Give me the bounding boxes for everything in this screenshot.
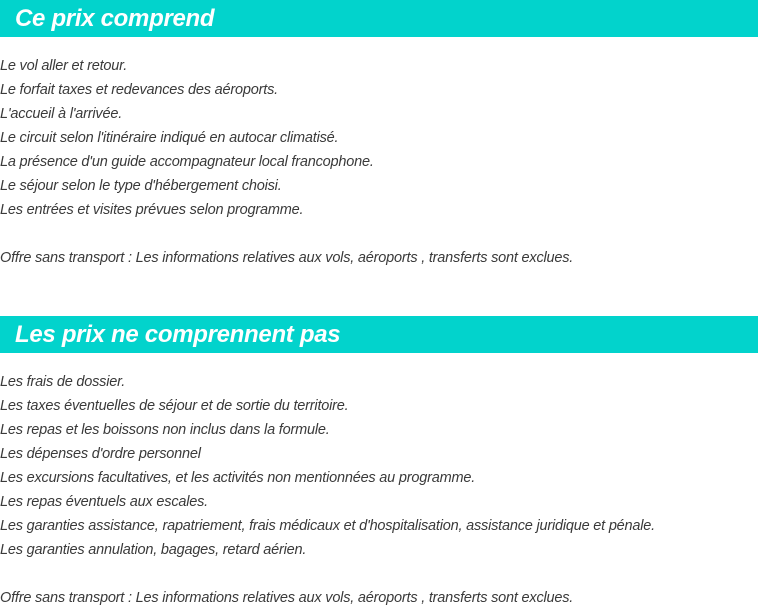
no-transport-note: Offre sans transport : Les informations relatives aux vols, aéroports , transferts sont exclues.	[0, 250, 574, 266]
price-excludes-heading: Les prix ne comprennent pas	[0, 316, 758, 353]
list-item: Les garanties annulation, bagages, retard aérien.	[0, 542, 307, 558]
list-item: Les dépenses d'ordre personnel	[0, 446, 201, 462]
price-includes-heading: Ce prix comprend	[0, 0, 758, 37]
list-item: Le vol aller et retour.	[0, 58, 128, 74]
list-item: Le forfait taxes et redevances des aéroports.	[0, 82, 278, 98]
price-excludes-list	[0, 353, 758, 610]
list-item: Le circuit selon l'itinéraire indiqué en autocar climatisé.	[0, 130, 339, 146]
list-item: Les taxes éventuelles de séjour et de sortie du territoire.	[0, 398, 349, 414]
no-transport-note: Offre sans transport : Les informations relatives aux vols, aéroports , transferts sont exclues.	[0, 590, 574, 606]
spacer	[0, 562, 758, 586]
list-item: Le séjour selon le type d'hébergement choisi.	[0, 178, 282, 194]
list-item: Les entrées et visites prévues selon programme.	[0, 202, 304, 218]
price-excludes-section	[0, 316, 758, 610]
list-item: Les frais de dossier.	[0, 374, 126, 390]
spacer	[0, 222, 758, 246]
price-includes-section	[0, 0, 758, 270]
list-item: Les repas et les boissons non inclus dans la formule.	[0, 422, 330, 438]
list-item: Les excursions facultatives, et les activités non mentionnées au programme.	[0, 470, 476, 486]
list-item: La présence d'un guide accompagnateur local francophone.	[0, 154, 374, 170]
price-includes-list	[0, 37, 758, 270]
list-item: Les garanties assistance, rapatriement, frais médicaux et d'hospitalisation, assistance juridique et pénale.	[0, 518, 655, 534]
list-item: Les repas éventuels aux escales.	[0, 494, 209, 510]
list-item: L'accueil à l'arrivée.	[0, 106, 123, 122]
